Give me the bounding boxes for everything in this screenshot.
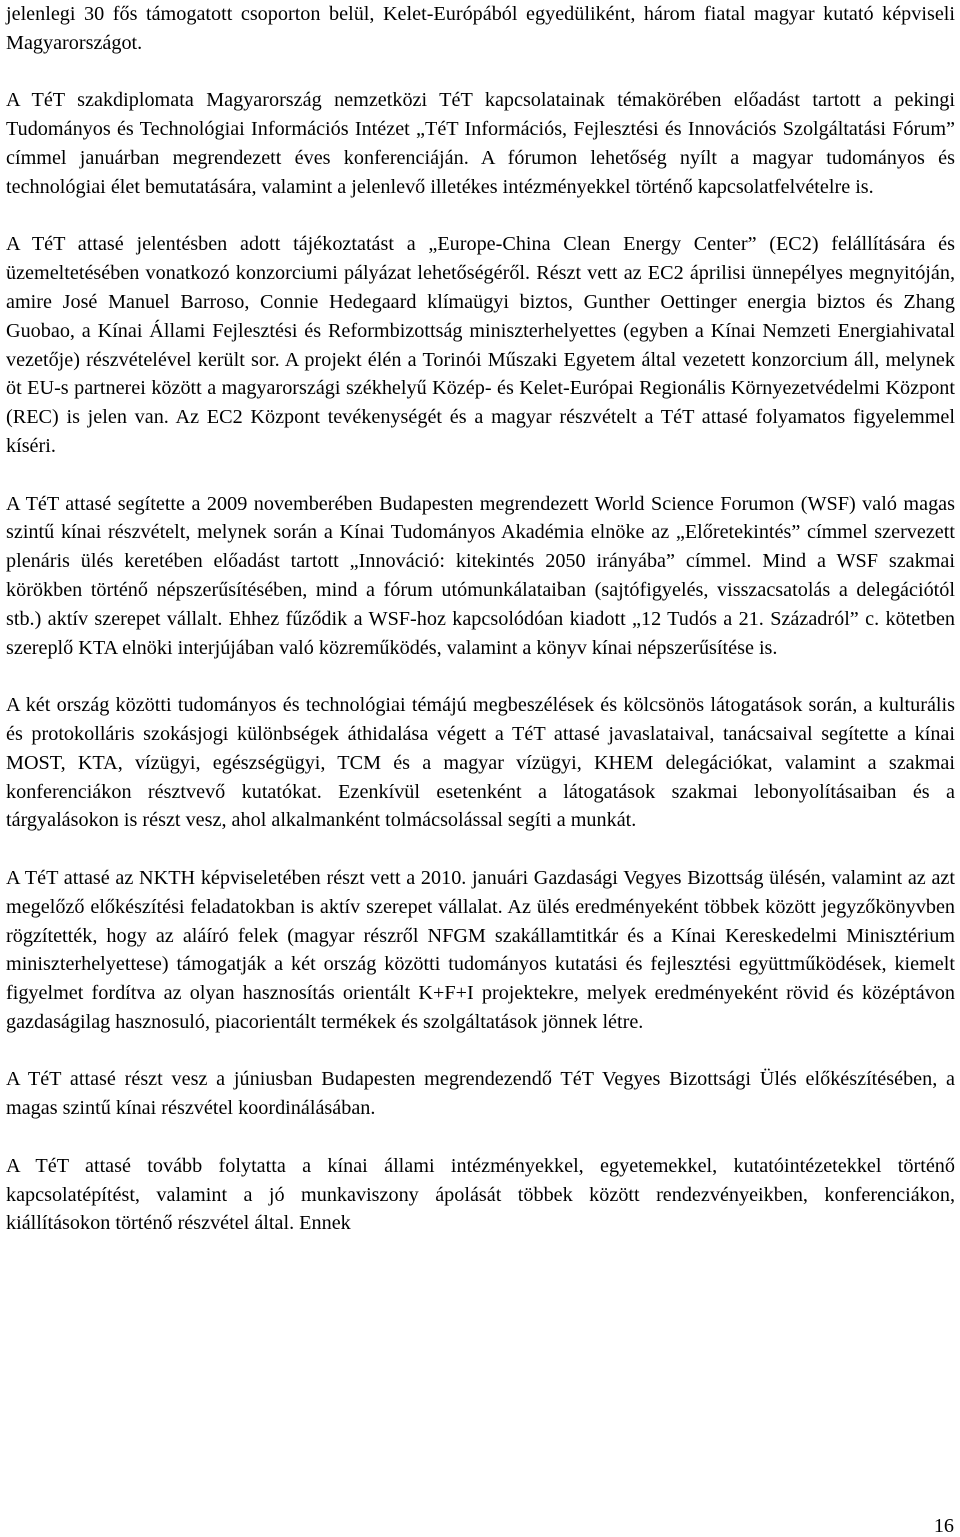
- document-page: [6, 0, 955, 1238]
- paragraph-5: A két ország közötti tudományos és technológiai témájú megbeszélések és kölcsönös látogatások során, a kulturális és protokolláris szokásjogi különbségek áthidalása végett a TéT attasé javaslataival, tanácsaival segítette a kínai MOST, KTA, vízügyi, egészségügyi, TCM és a magyar vízügyi, KHEM delegációkat, valamint a szakmai konferenciákon résztvevő kutatókat. Ezenkívül esetenként a látogatások szakmai lebonyolításaiban és a tárgyalásokon is részt vesz, ahol alkalmanként tolmácsolással segíti a munkát.: [6, 694, 955, 832]
- paragraph-spacer: [6, 461, 955, 490]
- paragraph-3: A TéT attasé jelentésben adott tájékoztatást a „Europe-China Clean Energy Center” (EC2) felállítására és üzemeltetésében vonatkozó konzorciumi pályázat lehetőségéről. Részt vett az EC2 áprilisi ünnepélyes megnyitóján, amire José Manuel Barroso, Connie Hedegaard klímaügyi biztos, Gunther Oettinger energia biztos és Zhang Guobao, a Kínai Állami Fejlesztési és Reformbizottság miniszterhelyettes (egyben a Kínai Nemzeti Energiahivatal vezetője) részvételével került sor. A projekt élén a Torinói Műszaki Egyetem által vezetett konzorcium áll, melynek öt EU-s partnerei között a magyarországi székhelyű Közép- és Kelet-Európai Regionális Környezetvédelmi Központ (REC) is jelen van. Az EC2 Központ tevékenységét és a magyar részvételt a TéT attasé folyamatos figyelemmel kíséri.: [6, 233, 955, 457]
- paragraph-spacer: [6, 58, 955, 87]
- paragraph-spacer: [6, 662, 955, 691]
- paragraph-spacer: [6, 202, 955, 231]
- paragraph-spacer: [6, 835, 955, 864]
- paragraph-7: A TéT attasé részt vesz a júniusban Budapesten megrendezendő TéT Vegyes Bizottsági Ülés előkészítésében, a magas szintű kínai részvétel koordinálásában.: [6, 1068, 955, 1120]
- paragraph-4: A TéT attasé segítette a 2009 novemberében Budapesten megrendezett World Science Forumon (WSF) való magas szintű kínai részvételt, melynek során a Kínai Tudományos Akadémia elnöke az „Előretekintés” címmel szervezett plenáris ülés keretében előadást tartott „Innováció: kitekintés 2050 irányába” címmel. Mind a WSF szakmai körökben történő népszerűsítésében, mind a fórum utómunkálataiban (sajtófigyelés, visszacsatolás a delegációtól stb.) aktív szerepet vállalt. Ehhez fűződik a WSF-hoz kapcsolódóan kiadott „12 Tudós a 21. Századról” c. kötetben szereplő KTA elnöki interjújában való közreműködés, valamint a könyv kínai népszerűsítése is.: [6, 492, 955, 659]
- paragraph-1: jelenlegi 30 fős támogatott csoporton belül, Kelet-Európából egyedüliként, három fiatal magyar kutató képviseli Magyarországot.: [6, 3, 955, 54]
- paragraph-spacer: [6, 1123, 955, 1152]
- paragraph-8: A TéT attasé tovább folytatta a kínai állami intézményekkel, egyetemekkel, kutatóintézetekkel történő kapcsolatépítést, valamint a jó munkaviszony ápolását többek között rendezvényeikben, konferenciákon, kiállításokon történő részvétel által. Ennek: [6, 1154, 955, 1235]
- page-number: 16: [933, 1515, 954, 1537]
- paragraph-spacer: [6, 1037, 955, 1066]
- paragraph-6: A TéT attasé az NKTH képviseletében részt vett a 2010. januári Gazdasági Vegyes Bizottság ülésén, valamint az azt megelőző előkészítési feladatokban is aktív szerepet vállalat. Az ülés eredményeként többek között jegyzőkönyvben rögzítették, hogy az aláíró felek (magyar részről NFGM szakállamtitkár és a Kínai Kereskedelmi Minisztérium miniszterhelyettese) támogatják a két ország közötti tudományos kutatási és fejlesztési együttműködések, kiemelt figyelmet fordítva az olyan hasznosítás orientált K+F+I projektekre, melyek eredményeként rövid és középtávon gazdaságilag hasznosuló, piacorientált termékek és szolgáltatások jönnek létre.: [6, 866, 955, 1033]
- paragraph-2: A TéT szakdiplomata Magyarország nemzetközi TéT kapcsolatainak témakörében előadást tartott a pekingi Tudományos és Technológiai Információs Intézet „TéT Információs, Fejlesztési és Innovációs Szolgáltatási Fórum” címmel januárban megrendezett éves konferenciáján. A fórumon lehetőség nyílt a magyar tudományos és technológiai élet bemutatására, valamint a jelenlevő illetékes intézményekkel történő kapcsolatfelvételre is.: [6, 89, 955, 198]
